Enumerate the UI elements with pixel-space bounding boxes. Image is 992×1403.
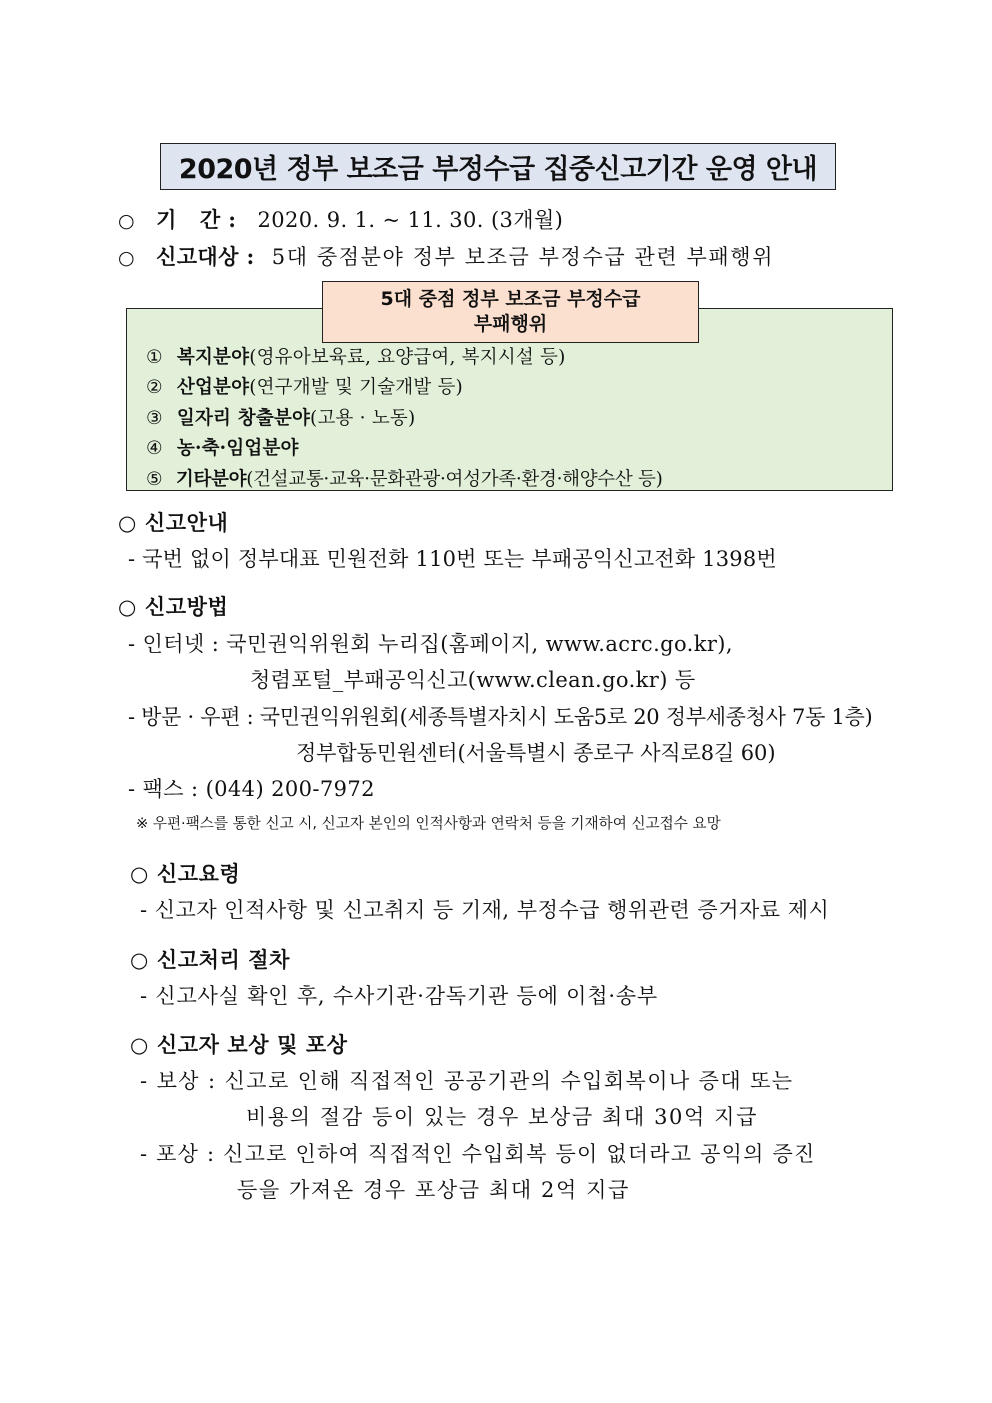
method-visit-line1: - 방문 · 우편 : 국민권익위원회(세종특별자치시 도움5로 20 정부세종청사 7동 1층) [128, 705, 873, 729]
list-item [146, 343, 566, 369]
item-number: ② [146, 377, 163, 398]
method-fax: - 팩스 : (044) 200-7972 [128, 777, 375, 801]
process-text: - 신고사실 확인 후, 수사기관·감독기관 등에 이첩·송부 [140, 984, 658, 1008]
corruption-types-heading [322, 281, 699, 343]
item-detail: (건설교통·교육·문화관광·여성가족·환경·해양수산 등) [246, 469, 663, 490]
reward-heading: ○ 신고자 보상 및 포상 [130, 1032, 348, 1057]
list-item [146, 465, 663, 491]
target-value: 5대 중점분야 정부 보조금 부정수급 관련 부패행위 [271, 245, 775, 269]
list-item [146, 373, 463, 399]
item-name: 일자리 창출분야 [176, 408, 311, 429]
method-internet-line1: - 인터넷 : 국민권익위원회 누리집(홈페이지, www.acrc.go.kr), [128, 632, 733, 656]
reward-prize-line2: 등을 가져온 경우 포상금 최대 2억 지급 [237, 1178, 630, 1202]
page-title: 2020년 정부 보조금 부정수급 집중신고기간 운영 안내 [178, 154, 818, 185]
method-heading: ○ 신고방법 [118, 594, 229, 619]
essentials-text: - 신고자 인적사항 및 신고취지 등 기재, 부정수급 행위관련 증거자료 제시 [140, 898, 830, 922]
list-item [146, 404, 415, 430]
target-row [118, 241, 774, 271]
title-box [160, 143, 836, 190]
guide-heading: ○ 신고안내 [118, 510, 229, 535]
method-note: ※ 우편·팩스를 통한 신고 시, 신고자 본인의 인적사항과 연락처 등을 기재하여 신고접수 요망 [136, 815, 721, 832]
bullet: ○ [118, 210, 135, 232]
item-number: ⑤ [146, 469, 163, 490]
period-row [118, 204, 563, 234]
item-number: ① [146, 347, 163, 368]
period-value: 2020. 9. 1. ~ 11. 30. (3개월) [257, 208, 564, 232]
reward-comp-line1: - 보상 : 신고로 인해 직접적인 공공기관의 수입회복이나 증대 또는 [140, 1069, 794, 1093]
target-label: 신고대상 : [156, 244, 255, 269]
method-visit-line2: 정부합동민원센터(서울특별시 종로구 사직로8길 60) [296, 741, 776, 765]
method-internet-line2: 청렴포털_부패공익신고(www.clean.go.kr) 등 [250, 668, 696, 692]
item-detail: (연구개발 및 기술개발 등) [249, 377, 463, 398]
item-name: 농·축·임업분야 [176, 438, 299, 459]
list-item [146, 434, 299, 460]
item-detail: (고용 · 노동) [310, 408, 416, 429]
item-name: 기타분야 [175, 469, 247, 490]
item-name: 산업분야 [176, 377, 250, 398]
period-label: 기 간 : [156, 207, 237, 232]
item-number: ③ [146, 408, 163, 429]
item-name: 복지분야 [176, 347, 250, 368]
reward-comp-line2: 비용의 절감 등이 있는 경우 보상금 최대 30억 지급 [246, 1105, 758, 1129]
item-number: ④ [146, 438, 163, 459]
guide-text: - 국번 없이 정부대표 민원전화 110번 또는 부패공익신고전화 1398번 [128, 547, 777, 571]
item-detail: (영유아보육료, 요양급여, 복지시설 등) [249, 347, 566, 368]
box-heading-line2: 부패행위 [473, 313, 548, 335]
box-heading-line1: 5대 중점 정부 보조금 부정수급 [380, 288, 641, 310]
process-heading: ○ 신고처리 절차 [130, 947, 291, 972]
essentials-heading: ○ 신고요령 [130, 861, 241, 886]
reward-prize-line1: - 포상 : 신고로 인하여 직접적인 수입회복 등이 없더라고 공익의 증진 [140, 1142, 816, 1166]
bullet: ○ [118, 247, 135, 269]
